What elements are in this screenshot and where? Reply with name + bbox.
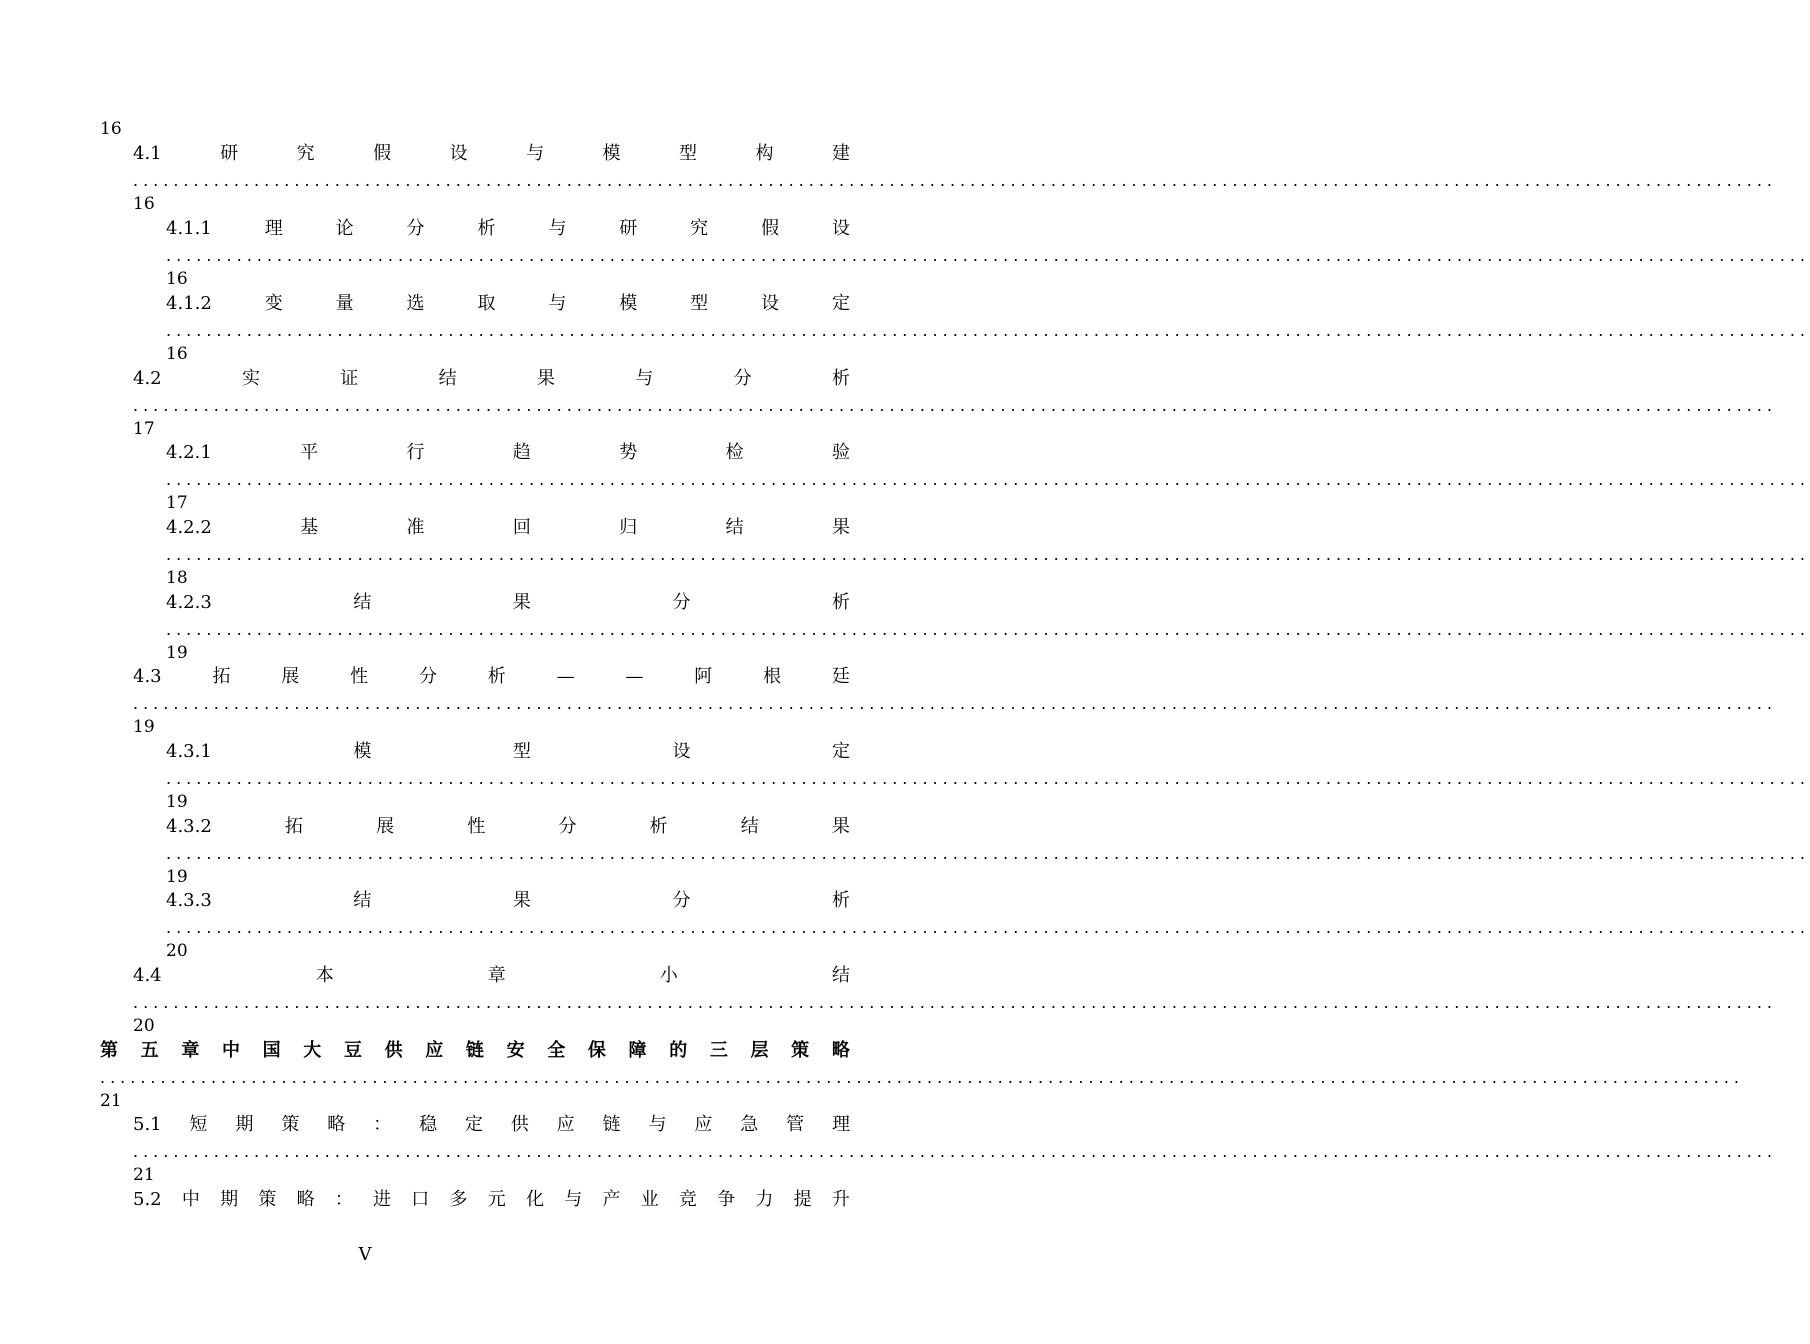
toc-entry-number: 4.3.3 <box>166 890 212 911</box>
toc-dot-leader: ................................................................................................................................................................... <box>166 321 1810 340</box>
toc-char: 析 <box>477 218 496 239</box>
toc-char: 提 <box>793 1189 812 1210</box>
toc-entry-title[interactable] <box>166 592 850 614</box>
toc-char: 力 <box>755 1189 774 1210</box>
toc-char: 应 <box>425 1040 444 1061</box>
toc-char: 平 <box>300 442 319 463</box>
toc-char: 急 <box>740 1114 759 1135</box>
toc-char: 归 <box>619 517 638 538</box>
toc-entry-title[interactable] <box>133 1114 850 1136</box>
toc-char: 设 <box>761 293 780 314</box>
toc-entry-number: 4.1.2 <box>166 293 212 314</box>
toc-char: 三 <box>709 1040 728 1061</box>
toc-char: 分 <box>672 592 691 613</box>
toc-entry-number: 4.1 <box>133 143 162 164</box>
toc-char: 假 <box>761 218 780 239</box>
toc-char: 与 <box>648 1114 667 1135</box>
toc-page-number: 16 <box>166 269 188 289</box>
toc-page-number: 20 <box>166 941 188 961</box>
toc-dot-leader: ................................................................................................................................................................... <box>100 1068 1745 1087</box>
toc-entry-title[interactable] <box>133 1189 850 1211</box>
toc-entry-number: 4.1.1 <box>166 218 212 239</box>
toc-char: 豆 <box>343 1040 362 1061</box>
toc-char: 模 <box>353 741 372 762</box>
toc-char: 章 <box>181 1040 200 1061</box>
toc-page-number: 16 <box>100 119 122 139</box>
toc-char: 廷 <box>831 666 850 687</box>
toc-char: ： <box>373 1114 392 1135</box>
toc-page-number: 20 <box>133 1016 155 1036</box>
toc-char: 究 <box>296 143 315 164</box>
toc-dot-leader: ................................................................................................................................................................... <box>133 694 1778 713</box>
toc-entry-title[interactable] <box>166 218 850 240</box>
toc-char: 果 <box>536 368 555 389</box>
toc-dot-leader: ................................................................................................................................................................... <box>133 171 1778 190</box>
toc-dot-leader: ................................................................................................................................................................... <box>133 1142 1778 1161</box>
toc-char: 基 <box>300 517 319 538</box>
toc-char: 定 <box>831 293 850 314</box>
toc-char: 结 <box>740 816 759 837</box>
toc-entry-number: 4.3 <box>133 666 162 687</box>
toc-char: 理 <box>832 1114 850 1135</box>
toc-char: 分 <box>558 816 577 837</box>
toc-entry-title[interactable] <box>166 293 850 315</box>
toc-char: 国 <box>262 1040 281 1061</box>
toc-page-number: 19 <box>166 792 188 812</box>
toc-char: 供 <box>510 1114 529 1135</box>
toc-entry-title[interactable] <box>166 517 850 539</box>
toc-char: 链 <box>465 1040 484 1061</box>
toc-char: 选 <box>406 293 425 314</box>
toc-char: 策 <box>791 1040 810 1061</box>
toc-page-number: 16 <box>166 344 188 364</box>
toc-char: 与 <box>564 1189 583 1210</box>
toc-char: 结 <box>353 592 372 613</box>
toc-char: — <box>556 666 575 687</box>
toc-char: 析 <box>649 816 668 837</box>
toc-page-number: 17 <box>166 493 188 513</box>
toc-char: 多 <box>449 1189 468 1210</box>
toc-char: 定 <box>464 1114 483 1135</box>
toc-dot-leader: ................................................................................................................................................................... <box>166 620 1810 639</box>
toc-char: 阿 <box>694 666 713 687</box>
toc-char: ： <box>334 1189 353 1210</box>
toc-char: 行 <box>406 442 425 463</box>
toc-entry-number: 4.2.2 <box>166 517 212 538</box>
toc-char: 中 <box>181 1189 200 1210</box>
toc-page-number: 19 <box>133 717 155 737</box>
toc-char: 研 <box>619 218 638 239</box>
toc-entry-title[interactable] <box>133 965 850 987</box>
toc-char: 析 <box>487 666 506 687</box>
toc-page-number: 16 <box>133 194 155 214</box>
toc-char: 趋 <box>512 442 531 463</box>
toc-char: 究 <box>690 218 709 239</box>
toc-dot-leader: ................................................................................................................................................................... <box>166 844 1810 863</box>
toc-char: 量 <box>335 293 354 314</box>
toc-char: 论 <box>335 218 354 239</box>
toc-entry-title[interactable] <box>166 816 850 838</box>
toc-char: 设 <box>672 741 691 762</box>
toc-char: 回 <box>512 517 531 538</box>
toc-char: 验 <box>831 442 850 463</box>
toc-char: 分 <box>418 666 437 687</box>
toc-entry-number: 4.3.2 <box>166 816 212 837</box>
toc-char: 中 <box>221 1040 240 1061</box>
toc-char: 证 <box>340 368 359 389</box>
toc-char: 进 <box>373 1189 392 1210</box>
toc-char: 设 <box>449 143 468 164</box>
toc-char: 升 <box>831 1189 850 1210</box>
toc-char: 模 <box>602 143 621 164</box>
toc-char: 果 <box>512 890 531 911</box>
toc-char: 结 <box>438 368 457 389</box>
toc-char: 产 <box>602 1189 621 1210</box>
toc-char: 略 <box>327 1114 346 1135</box>
toc-char: 结 <box>353 890 372 911</box>
toc-char: 业 <box>640 1189 659 1210</box>
toc-char: 小 <box>659 965 678 986</box>
toc-char: 取 <box>477 293 496 314</box>
toc-char: 链 <box>602 1114 621 1135</box>
toc-char: 性 <box>467 816 486 837</box>
toc-char: 展 <box>376 816 395 837</box>
toc-dot-leader: ................................................................................................................................................................... <box>166 545 1810 564</box>
toc-char: 期 <box>220 1189 239 1210</box>
toc-char: 变 <box>264 293 283 314</box>
toc-char: 析 <box>832 890 850 911</box>
toc-char: 分 <box>733 368 752 389</box>
toc-dot-leader: ................................................................................................................................................................... <box>133 993 1778 1012</box>
toc-char: 层 <box>750 1040 769 1061</box>
toc-char: 根 <box>763 666 782 687</box>
toc-char: 展 <box>281 666 300 687</box>
toc-char: 供 <box>384 1040 403 1061</box>
toc-dot-leader: ................................................................................................................................................................... <box>166 470 1810 489</box>
toc-char: 果 <box>831 816 850 837</box>
toc-entry-title[interactable] <box>133 666 850 688</box>
toc-char: 实 <box>241 368 260 389</box>
toc-entry-title[interactable] <box>166 741 850 763</box>
toc-char: 模 <box>619 293 638 314</box>
toc-dot-leader: ................................................................................................................................................................... <box>166 769 1810 788</box>
toc-char: 元 <box>487 1189 506 1210</box>
toc-char: 章 <box>487 965 506 986</box>
toc-char: 与 <box>548 218 567 239</box>
toc-char: 性 <box>350 666 369 687</box>
toc-entry-number: 4.2 <box>133 368 162 389</box>
toc-char: 本 <box>315 965 334 986</box>
toc-entry-title[interactable] <box>166 890 850 912</box>
toc-entry-number: 4.2.3 <box>166 592 212 613</box>
toc-char: 果 <box>512 592 531 613</box>
toc-char: 管 <box>786 1114 805 1135</box>
toc-char: 略 <box>831 1040 850 1061</box>
toc-chapter-title[interactable] <box>100 1040 850 1062</box>
toc-char: 竞 <box>678 1189 697 1210</box>
toc-char: 稳 <box>418 1114 437 1135</box>
toc-entry-number: 5.2 <box>133 1189 162 1210</box>
toc-char: 建 <box>832 143 850 164</box>
toc-char: — <box>625 666 644 687</box>
toc-char: 略 <box>296 1189 315 1210</box>
toc-char: 五 <box>140 1040 159 1061</box>
toc-char: 的 <box>669 1040 688 1061</box>
toc-char: 短 <box>189 1114 208 1135</box>
toc-char: 口 <box>411 1189 430 1210</box>
toc-char: 研 <box>220 143 239 164</box>
toc-char: 检 <box>725 442 744 463</box>
toc-char: 全 <box>547 1040 566 1061</box>
toc-char: 分 <box>406 218 425 239</box>
toc-page-number: 19 <box>166 867 188 887</box>
page-number-footer: V <box>358 1244 372 1265</box>
toc-char: 策 <box>258 1189 277 1210</box>
toc-char: 理 <box>264 218 283 239</box>
toc-char: 大 <box>303 1040 322 1061</box>
toc-char: 势 <box>619 442 638 463</box>
toc-char: 假 <box>373 143 392 164</box>
toc-char: 结 <box>831 965 850 986</box>
toc-char: 型 <box>679 143 698 164</box>
toc-char: 析 <box>831 368 850 389</box>
toc-page-number: 19 <box>166 643 188 663</box>
toc-char: 析 <box>832 592 850 613</box>
toc-char: 型 <box>690 293 709 314</box>
toc-page-number: 21 <box>100 1091 122 1111</box>
toc-char: 与 <box>635 368 654 389</box>
toc-char: 保 <box>587 1040 606 1061</box>
toc-page-number: 21 <box>133 1165 155 1185</box>
toc-entry-number: 5.1 <box>133 1114 162 1135</box>
toc-char: 准 <box>406 517 425 538</box>
toc-char: 拓 <box>284 816 303 837</box>
toc-char: 与 <box>548 293 567 314</box>
toc-dot-leader: ................................................................................................................................................................... <box>166 246 1810 265</box>
toc-entry-number: 4.2.1 <box>166 442 212 463</box>
toc-char: 应 <box>556 1114 575 1135</box>
toc-char: 争 <box>717 1189 736 1210</box>
toc-entry-title[interactable] <box>133 368 850 390</box>
toc-entry-number: 4.4 <box>133 965 162 986</box>
toc-page-number: 17 <box>133 419 155 439</box>
toc-char: 果 <box>831 517 850 538</box>
toc-entry-title[interactable] <box>133 143 850 165</box>
toc-char: 期 <box>235 1114 254 1135</box>
toc-char: 安 <box>506 1040 525 1061</box>
toc-page-number: 18 <box>166 568 188 588</box>
toc-char: 设 <box>831 218 850 239</box>
toc-char: 定 <box>832 741 850 762</box>
toc-char: 与 <box>526 143 545 164</box>
toc-char: 结 <box>725 517 744 538</box>
toc-char: 构 <box>755 143 774 164</box>
toc-dot-leader: ................................................................................................................................................................... <box>166 918 1810 937</box>
toc-char: 拓 <box>212 666 231 687</box>
toc-dot-leader: ................................................................................................................................................................... <box>133 396 1778 415</box>
toc-entry-number: 4.3.1 <box>166 741 212 762</box>
toc-char: 化 <box>525 1189 544 1210</box>
toc-entry-title[interactable] <box>166 442 850 464</box>
toc-char: 第 <box>100 1040 118 1061</box>
toc-char: 应 <box>694 1114 713 1135</box>
toc-char: 分 <box>672 890 691 911</box>
toc-char: 型 <box>512 741 531 762</box>
toc-char: 障 <box>628 1040 647 1061</box>
toc-char: 策 <box>281 1114 300 1135</box>
